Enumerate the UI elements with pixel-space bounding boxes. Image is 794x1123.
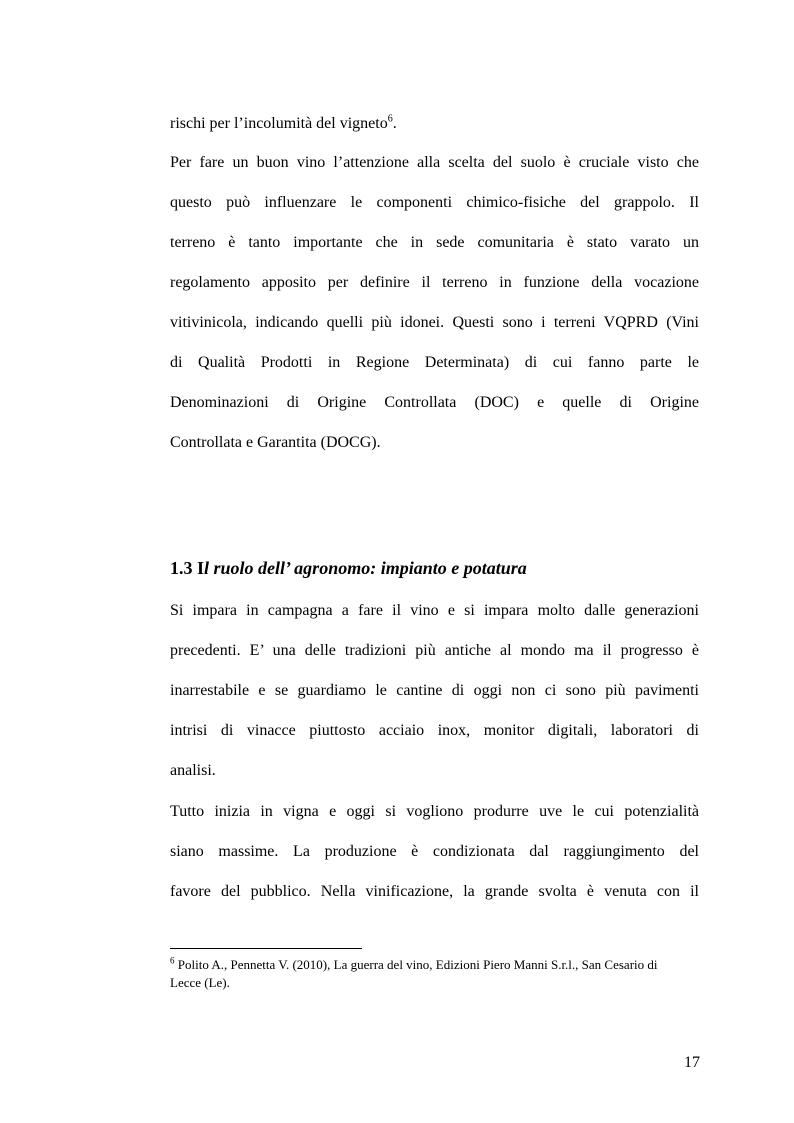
footnote-reference[interactable]: 6 (387, 113, 393, 125)
paragraph-soil-choice (170, 143, 699, 463)
paragraph-line: inarrestabile e se guardiamo le cantine di oggi non ci sono più pavimenti (170, 682, 699, 699)
paragraph-line: terreno è tanto importante che in sede comunitaria è stato varato un (170, 234, 699, 251)
paragraph-line: vitivinicola, indicando quelli più idonei. Questi sono i terreni VQPRD (Vini (170, 314, 699, 331)
paragraph-line: di Qualità Prodotti in Regione Determinata) di cui fanno parte le (170, 354, 699, 371)
paragraph-line: Si impara in campagna a fare il vino e si impara molto dalle generazioni (170, 602, 699, 619)
paragraph-line: intrisi di vinacce piuttosto acciaio inox, monitor digitali, laboratori di (170, 722, 699, 739)
paragraph-vineyard (170, 792, 699, 912)
paragraph-line: analisi. (170, 762, 216, 779)
paragraph-line: favore del pubblico. Nella vinificazione, la grande svolta è venuta con il (170, 883, 699, 900)
section-heading (170, 558, 527, 579)
section-number: 1.3 I (170, 558, 205, 578)
paragraph-line: questo può influenzare le componenti chimico-fisiche del grappolo. Il (170, 194, 699, 211)
paragraph-text: rischi per l’incolumità del vigneto (170, 115, 388, 132)
paragraph-line: Denominazioni di Origine Controllata (DOC) e quelle di Origine (170, 394, 699, 411)
footnote-separator (170, 948, 362, 949)
section-title: l ruolo dell’ agronomo: impianto e potatura (204, 558, 527, 578)
footnote-line: Lecce (Le). (170, 975, 230, 990)
paragraph-line: Tutto inizia in vigna e oggi si vogliono produrre uve le cui potenzialità (170, 803, 699, 820)
paragraph-line (170, 104, 699, 144)
paragraph-continuation (170, 104, 699, 144)
paragraph-tradition (170, 591, 699, 791)
footnote-marker: 6 (170, 955, 175, 966)
footnote (170, 956, 699, 992)
paragraph-line: Per fare un buon vino l’attenzione alla scelta del suolo è cruciale visto che (170, 154, 699, 171)
paragraph-line: regolamento apposito per definire il terreno in funzione della vocazione (170, 274, 699, 291)
paragraph-line: siano massime. La produzione è condizionata dal raggiungimento del (170, 843, 699, 860)
footnote-line (170, 956, 699, 974)
paragraph-line: precedenti. E’ una delle tradizioni più antiche al mondo ma il progresso è (170, 642, 699, 659)
page-number: 17 (684, 1054, 700, 1071)
footnote-text: Polito A., Pennetta V. (2010), La guerra del vino, Edizioni Piero Manni S.r.l., San Cesario di (174, 957, 658, 972)
paragraph-text: . (392, 115, 397, 132)
paragraph-line: Controllata e Garantita (DOCG). (170, 434, 381, 451)
